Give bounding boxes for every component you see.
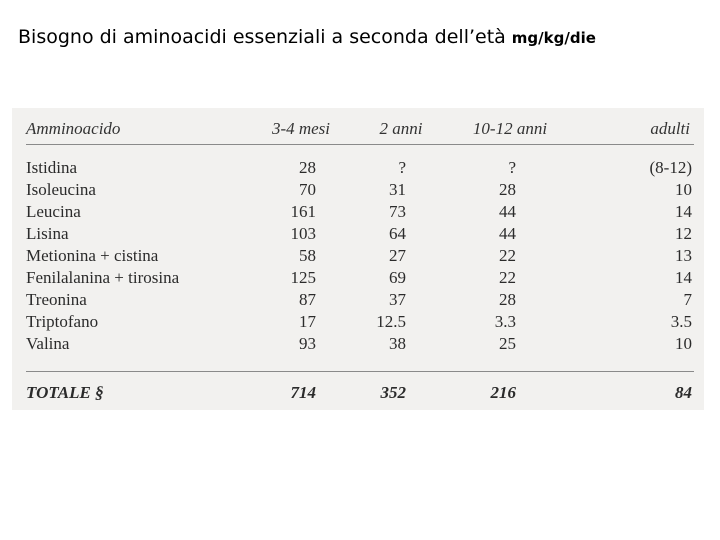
row-name: Metionina + cistina — [26, 246, 159, 265]
table-row — [26, 179, 694, 201]
row-name: Isoleucina — [26, 180, 96, 199]
cell-10-12-anni: 44 — [499, 202, 516, 221]
table-row — [26, 157, 694, 179]
cell-10-12-anni: 44 — [499, 224, 516, 243]
cell-3-4-mesi: 70 — [299, 180, 316, 199]
table-row — [26, 333, 694, 355]
table-header-row — [26, 114, 694, 145]
cell-2-anni: 69 — [389, 268, 406, 287]
cell-adulti: 3.5 — [670, 312, 692, 331]
cell-2-anni: 73 — [389, 202, 406, 221]
slide-title — [18, 26, 596, 48]
table-row — [26, 267, 694, 289]
cell-10-12-anni: 22 — [499, 268, 516, 287]
table-row — [26, 201, 694, 223]
table-row — [26, 289, 694, 311]
cell-3-4-mesi: 17 — [299, 312, 316, 331]
cell-adulti: 10 — [675, 334, 692, 353]
cell-3-4-mesi: 28 — [299, 158, 316, 177]
column-header-3-4-mesi: 3-4 mesi — [256, 114, 346, 145]
cell-3-4-mesi: 58 — [299, 246, 316, 265]
table-spacer — [26, 355, 694, 372]
row-name: Leucina — [26, 202, 81, 221]
table-row — [26, 311, 694, 333]
cell-10-12-anni: ? — [508, 158, 516, 177]
table-row — [26, 223, 694, 245]
cell-2-anni: 27 — [389, 246, 406, 265]
cell-adulti: (8-12) — [649, 158, 692, 177]
cell-adulti: 12 — [675, 224, 692, 243]
cell-10-12-anni: 25 — [499, 334, 516, 353]
table-image — [12, 108, 704, 410]
cell-adulti: 14 — [675, 202, 692, 221]
cell-adulti: 14 — [675, 268, 692, 287]
cell-10-12-anni: 28 — [499, 290, 516, 309]
cell-3-4-mesi: 103 — [290, 224, 316, 243]
row-name: Triptofano — [26, 312, 99, 331]
row-name: Valina — [26, 334, 70, 353]
total-3-4-mesi: 714 — [256, 372, 346, 409]
table-spacer — [26, 145, 694, 158]
cell-2-anni: ? — [398, 158, 406, 177]
cell-2-anni: 38 — [389, 334, 406, 353]
total-row — [26, 372, 694, 409]
row-name: Treonina — [26, 290, 87, 309]
cell-3-4-mesi: 125 — [290, 268, 316, 287]
column-header-10-12-anni: 10-12 anni — [456, 114, 564, 145]
cell-adulti: 7 — [683, 290, 692, 309]
cell-2-anni: 37 — [389, 290, 406, 309]
total-adulti: 84 — [564, 372, 694, 409]
cell-2-anni: 12.5 — [376, 312, 406, 331]
row-name: Istidina — [26, 158, 77, 177]
total-2-anni: 352 — [346, 372, 456, 409]
cell-adulti: 10 — [675, 180, 692, 199]
cell-3-4-mesi: 161 — [290, 202, 316, 221]
column-header-adulti: adulti — [564, 114, 694, 145]
row-name: Fenilalanina + tirosina — [26, 268, 180, 287]
amino-acid-table — [26, 114, 694, 408]
column-header-amminoacido: Amminoacido — [26, 114, 256, 145]
total-10-12-anni: 216 — [456, 372, 564, 409]
cell-10-12-anni: 28 — [499, 180, 516, 199]
cell-3-4-mesi: 93 — [299, 334, 316, 353]
cell-10-12-anni: 22 — [499, 246, 516, 265]
cell-2-anni: 31 — [389, 180, 406, 199]
title-text: Bisogno di aminoacidi essenziali a seconda dell’età — [18, 26, 506, 48]
column-header-2-anni: 2 anni — [346, 114, 456, 145]
cell-adulti: 13 — [675, 246, 692, 265]
cell-2-anni: 64 — [389, 224, 406, 243]
cell-10-12-anni: 3.3 — [494, 312, 516, 331]
title-unit: mg/kg/die — [511, 29, 596, 47]
table-row — [26, 245, 694, 267]
total-label: TOTALE § — [26, 372, 256, 409]
row-name: Lisina — [26, 224, 69, 243]
cell-3-4-mesi: 87 — [299, 290, 316, 309]
